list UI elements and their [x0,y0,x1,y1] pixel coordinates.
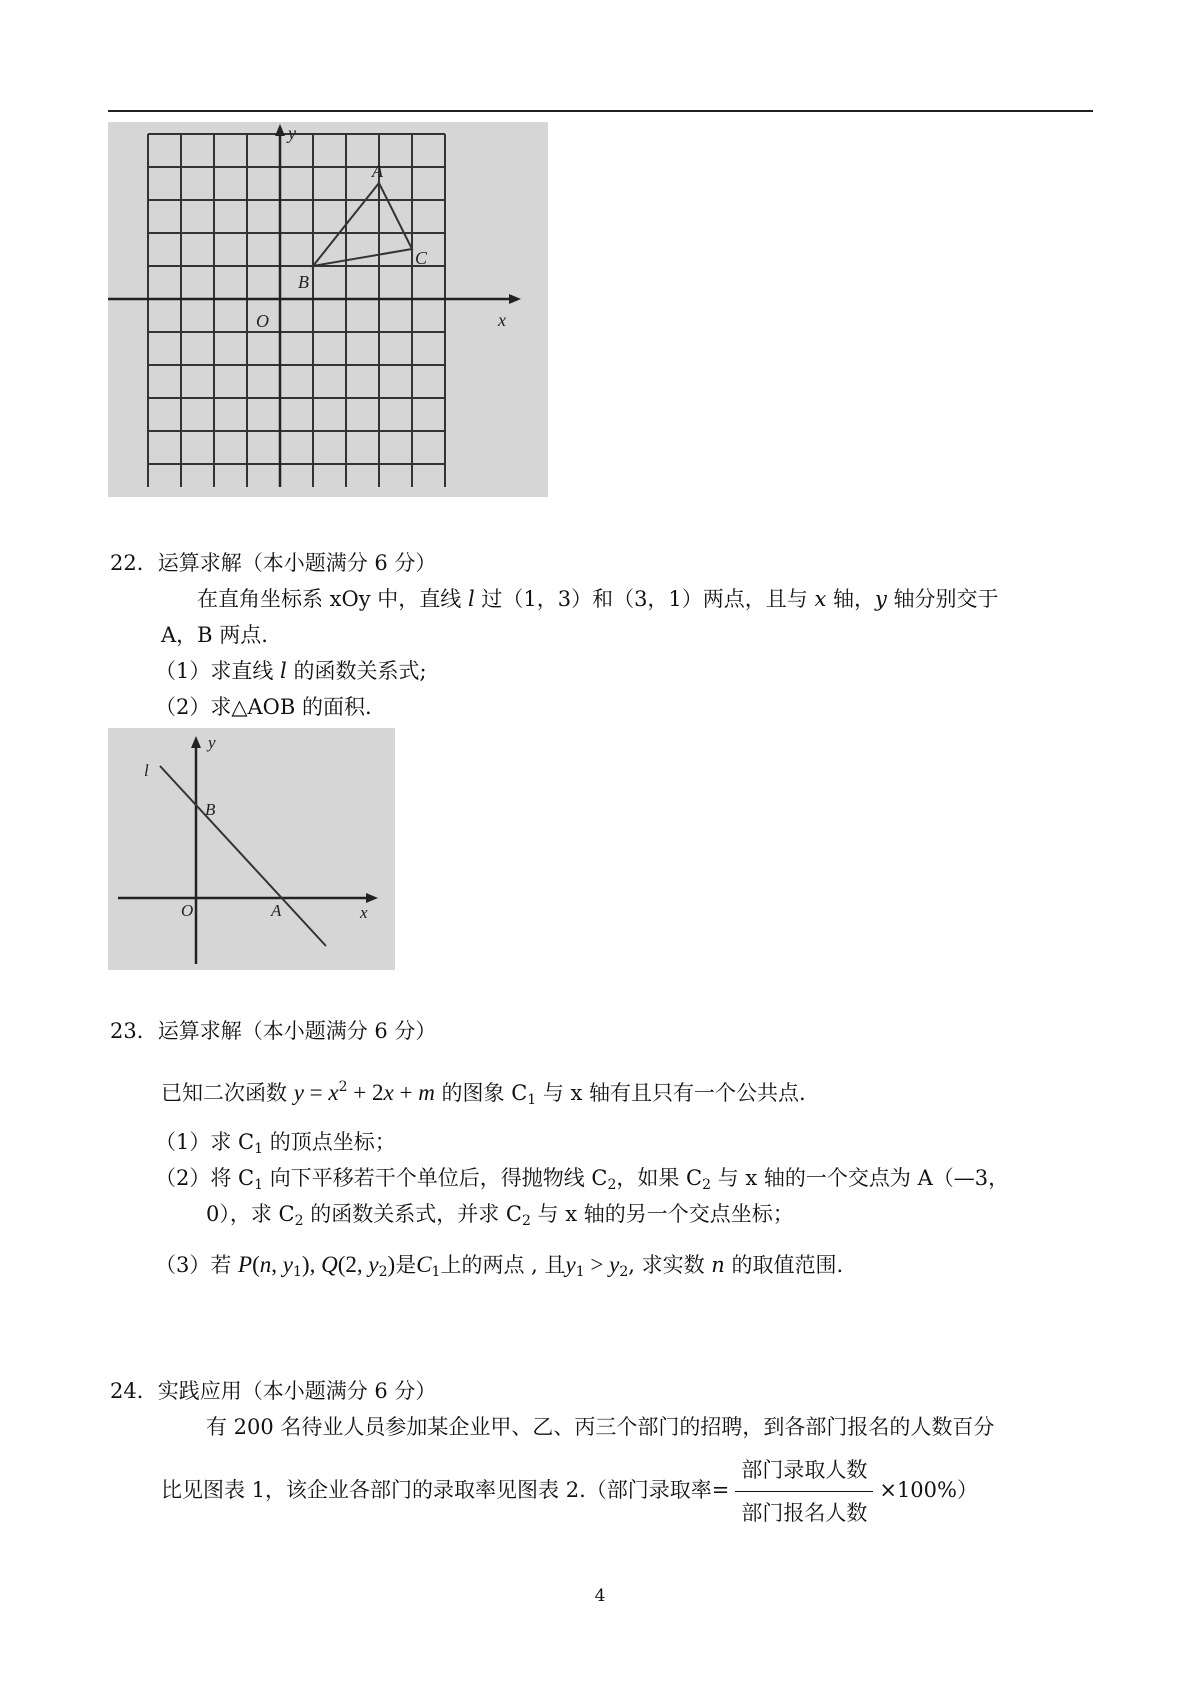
origin-label: O [256,311,269,331]
origin-label: O [181,901,194,920]
q24-paragraph-line1: 有 200 名待业人员参加某企业甲、乙、丙三个部门的招聘，到各部门报名的人数百分 [206,1415,995,1439]
fraction-denominator: 部门报名人数 [741,1501,868,1525]
grid-triangle-svg [108,122,548,497]
q22-heading: 22．运算求解（本小题满分 6 分） [110,551,437,575]
q23-subquestion-1: （1）求 $C_1$ 的顶点坐标； [155,1130,396,1157]
figure-grid-triangle [108,122,548,497]
q23-heading: 23．运算求解（本小题满分 6 分） [110,1019,437,1043]
figure-line-l [108,728,395,970]
x-axis-label: x [498,310,506,330]
line-l-svg [108,728,395,970]
triangle-abc [313,183,412,266]
point-q: Q [321,1252,338,1277]
q22-subquestion-1: （1）求直线 l 的函数关系式; [155,659,427,683]
q22-paragraph-line1: 在直角坐标系 xOy 中，直线 l 过（1，3）和（3，1）两点，且与 x 轴，y 轴分别交于 [197,587,999,611]
q23-paragraph: 已知二次函数 $y = x^2 + 2x + m$ 的图象 $C_1$ 与 x 轴有且只有一个公共点. [161,1079,806,1108]
point-a-label: A [271,901,282,920]
page-number: 4 [594,1586,606,1606]
header-rule [108,110,1093,112]
x-axis-label: x [360,903,368,922]
y-axis-arrow-icon [275,124,285,136]
point-a-label: A [372,161,383,181]
line-l-label: l [144,761,149,780]
fraction-numerator: 部门录取人数 [735,1452,873,1492]
point-b-label: B [205,800,216,819]
admission-rate-fraction [735,1452,873,1531]
q24-paragraph-line2: 比见图表 1，该企业各部门的录取率见图表 2.（部门录取率= $\frac{\text{部门录取人数}}{\text{部门报名人数}}$ ×100%） [161,1452,978,1531]
point-c-label: C [415,248,428,268]
y-axis-arrow-icon [191,736,201,748]
point-b-label: B [298,272,309,292]
x-axis-arrow-icon [509,294,521,304]
q23-subquestion-3: （3）若 P(n, $y_1$), Q(2, $y_2$)是$C_1$上的两点 , 且$y_1 > y_2$, 求实数 n 的取值范围. [155,1252,844,1280]
x-axis-arrow-icon [366,893,378,903]
q23-subquestion-2-line1: （2）将 $C_1$ 向下平移若干个单位后，得抛物线 $C_2$，如果 $C_2$ 与 x 轴的一个交点为 A（—3， [155,1166,1010,1193]
y-axis-label: y [288,123,296,143]
quadratic-formula: y [293,1080,304,1105]
q22-paragraph-line2: A，B 两点. [161,623,268,647]
q23-subquestion-2-line2: 0），求 $C_2$ 的函数关系式，并求 $C_2$ 与 x 轴的另一个交点坐标； [206,1202,794,1229]
q24-heading: 24．实践应用（本小题满分 6 分） [110,1379,437,1403]
q22-subquestion-2: （2）求△AOB 的面积. [155,695,372,719]
y-axis-label: y [208,733,216,752]
point-p: P [238,1252,253,1277]
